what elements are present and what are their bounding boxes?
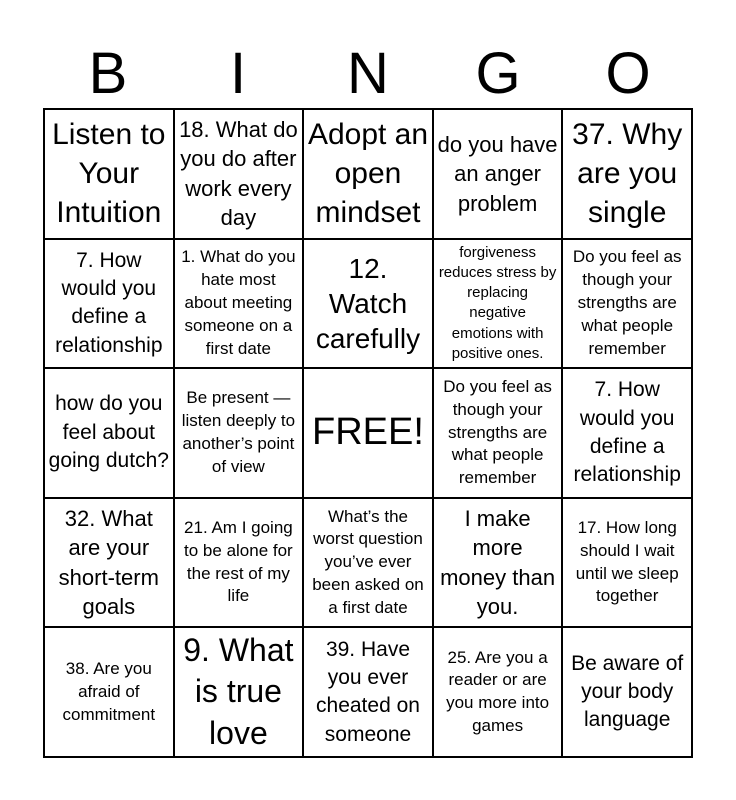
header-letter-o: O [605, 41, 651, 106]
bingo-cell[interactable]: 18. What do you do after work every day [175, 110, 305, 240]
bingo-cell[interactable]: 37. Why are you single [563, 110, 693, 240]
bingo-cell[interactable]: Adopt an open mindset [304, 110, 434, 240]
bingo-cell[interactable]: 7. How would you define a relationship [45, 240, 175, 370]
bingo-header [43, 40, 693, 108]
bingo-cell[interactable]: 25. Are you a reader or are you more into games [434, 628, 564, 758]
bingo-cell[interactable]: What’s the worst question you’ve ever been asked on a first date [304, 499, 434, 629]
bingo-cell[interactable]: Be aware of your body language [563, 628, 693, 758]
free-space-cell[interactable]: FREE! [304, 369, 434, 499]
bingo-cell[interactable]: 32. What are your short-term goals [45, 499, 175, 629]
bingo-cell[interactable]: 39. Have you ever cheated on someone [304, 628, 434, 758]
header-letter-b: B [88, 41, 128, 106]
bingo-cell[interactable]: how do you feel about going dutch? [45, 369, 175, 499]
bingo-cell[interactable]: Do you feel as though your strengths are what people remember [563, 240, 693, 370]
bingo-cell[interactable]: 1. What do you hate most about meeting someone on a first date [175, 240, 305, 370]
bingo-cell[interactable]: 7. How would you define a relationship [563, 369, 693, 499]
bingo-cell[interactable]: Listen to Your Intuition [45, 110, 175, 240]
bingo-cell[interactable]: 17. How long should I wait until we sleep together [563, 499, 693, 629]
bingo-cell[interactable]: I make more money than you. [434, 499, 564, 629]
bingo-cell[interactable]: do you have an anger problem [434, 110, 564, 240]
bingo-cell[interactable]: Be present — listen deeply to another’s point of view [175, 369, 305, 499]
bingo-cell[interactable]: 12. Watch carefully [304, 240, 434, 370]
header-letter-g: G [475, 41, 521, 106]
bingo-cell[interactable]: 21. Am I going to be alone for the rest of my life [175, 499, 305, 629]
bingo-cell[interactable]: forgiveness reduces stress by replacing negative emotions with positive ones. [434, 240, 564, 370]
bingo-board [43, 108, 693, 758]
header-letter-n: N [347, 41, 389, 106]
bingo-cell[interactable]: 9. What is true love [175, 628, 305, 758]
bingo-cell[interactable]: 38. Are you afraid of commitment [45, 628, 175, 758]
bingo-cell[interactable]: Do you feel as though your strengths are what people remember [434, 369, 564, 499]
header-letter-i: I [229, 41, 247, 106]
